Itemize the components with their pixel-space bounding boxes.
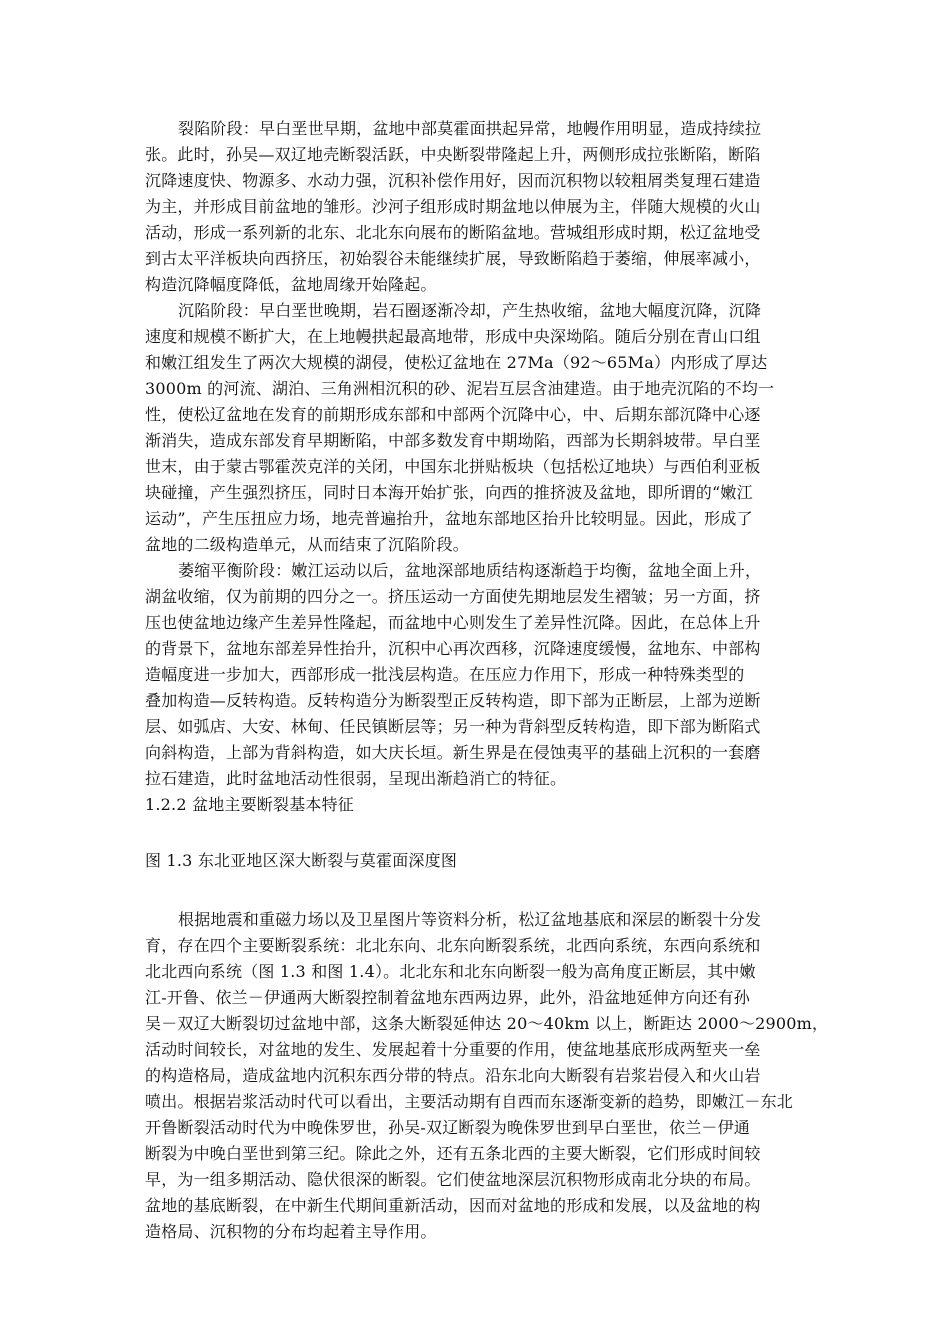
line-text: 的背景下，盆地东部差异性抬升，沉积中心再次西移，沉降速度缓慢，盆地东、中部构 xyxy=(145,639,761,658)
text-line xyxy=(0,985,950,1011)
text-line xyxy=(0,1063,950,1089)
line-text: 喷出。根据岩浆活动时代可以看出，主要活动期有自西而东逐渐变新的趋势，即嫩江－东北 xyxy=(145,1092,794,1111)
line-text: 速度和规模不断扩大，在上地幔拱起最高地带，形成中央深坳陷。随后分别在青山口组 xyxy=(145,327,761,346)
line-text: 江-开鲁、依兰－伊通两大断裂控制着盆地东西两边界，此外，沿盆地延伸方向还有孙 xyxy=(145,988,751,1007)
line-text: 到古太平洋板块向西挤压，初始裂谷未能继续扩展，导致断陷趋于萎缩，伸展率减小， xyxy=(145,249,761,268)
line-text: 吴－双辽大断裂切过盆地中部，这条大断裂延伸达 20～40km 以上，断距达 2000～2900m， xyxy=(145,1014,829,1033)
line-text: 层、如弧店、大安、林甸、任民镇断层等；另一种为背斜型反转构造，即下部为断陷式 xyxy=(145,717,761,736)
text-line xyxy=(0,933,950,959)
text-line xyxy=(0,298,950,324)
text-line xyxy=(0,959,950,985)
line-text: 的构造格局，造成盆地内沉积东西分带的特点。沿东北向大断裂有岩浆岩侵入和火山岩 xyxy=(145,1066,761,1085)
line-text: 湖盆收缩，仅为前期的四分之一。挤压运动一方面使先期地层发生褶皱；另一方面，挤 xyxy=(145,587,761,606)
text-line xyxy=(0,246,950,272)
text-line xyxy=(0,688,950,714)
text-line xyxy=(0,116,950,142)
text-line xyxy=(0,1037,950,1063)
line-text: 开鲁断裂活动时代为中晚侏罗世，孙吴-双辽断裂为晚侏罗世到早白垩世，依兰－伊通 xyxy=(145,1118,751,1137)
text-line xyxy=(0,907,950,933)
line-text: 造格局、沉积物的分布均起着主导作用。 xyxy=(145,1222,437,1241)
line-text: 为主，并形成目前盆地的雏形。沙河子组形成时期盆地以伸展为主，伴随大规模的火山 xyxy=(145,197,761,216)
text-line xyxy=(0,376,950,402)
text-line xyxy=(0,740,950,766)
line-text: 向斜构造，上部为背斜构造，如大庆长垣。新生界是在侵蚀夷平的基础上沉积的一套磨 xyxy=(145,743,761,762)
line-text: 裂陷阶段：早白垩世早期，盆地中部莫霍面拱起异常，地幔作用明显，造成持续拉 xyxy=(178,119,762,138)
text-line xyxy=(0,428,950,454)
line-text: 北北西向系统（图 1.3 和图 1.4）。北北东和北东向断裂一般为高角度正断层，其中嫩 xyxy=(145,962,756,981)
figure-caption xyxy=(0,848,950,874)
line-text: 构造沉降幅度降低，盆地周缘开始隆起。 xyxy=(145,275,437,294)
line-text: 沉降速度快、物源多、水动力强，沉积补偿作用好，因而沉积物以较粗屑类复理石建造 xyxy=(145,171,761,190)
section-heading xyxy=(0,792,950,818)
text-line xyxy=(0,1089,950,1115)
line-text: 断裂为中晚白垩世到第三纪。除此之外，还有五条北西的主要大断裂，它们形成时间较 xyxy=(145,1144,761,1163)
text-line xyxy=(0,1219,950,1245)
text-line xyxy=(0,220,950,246)
line-text: 根据地震和重磁力场以及卫星图片等资料分析，松辽盆地基底和深层的断裂十分发 xyxy=(178,910,762,929)
text-line xyxy=(0,1193,950,1219)
text-line xyxy=(0,1141,950,1167)
line-text: 沉陷阶段：早白垩世晚期，岩石圈逐渐冷却，产生热收缩，盆地大幅度沉降，沉降 xyxy=(178,301,762,320)
line-text: 块碰撞，产生强烈挤压，同时日本海开始扩张，向西的推挤波及盆地，即所谓的“嫩江 xyxy=(145,483,753,502)
text-line xyxy=(0,636,950,662)
text-line xyxy=(0,480,950,506)
text-line xyxy=(0,584,950,610)
line-text: 性，使松辽盆地在发育的前期形成东部和中部两个沉降中心，中、后期东部沉降中心逐 xyxy=(145,405,761,424)
text-line xyxy=(0,194,950,220)
line-text: 盆地的二级构造单元，从而结束了沉陷阶段。 xyxy=(145,535,470,554)
line-text: 渐消失，造成东部发育早期断陷，中部多数发育中期坳陷，西部为长期斜坡带。早白垩 xyxy=(145,431,761,450)
text-line xyxy=(0,350,950,376)
line-text: 和嫩江组发生了两次大规模的湖侵，使松辽盆地在 27Ma（92～65Ma）内形成了厚达 xyxy=(145,353,768,372)
line-text: 造幅度进一步加大，西部形成一批浅层构造。在压应力作用下，形成一种特殊类型的 xyxy=(145,665,745,684)
text-line xyxy=(0,454,950,480)
line-text: 张。此时，孙吴—双辽地壳断裂活跃，中央断裂带隆起上升，两侧形成拉张断陷，断陷 xyxy=(145,145,761,164)
text-line xyxy=(0,610,950,636)
heading-text: 1.2.2 盆地主要断裂基本特征 xyxy=(145,795,354,814)
line-text: 叠加构造—反转构造。反转构造分为断裂型正反转构造，即下部为正断层，上部为逆断 xyxy=(145,691,761,710)
text-line xyxy=(0,766,950,792)
text-line xyxy=(0,272,950,298)
line-text: 萎缩平衡阶段：嫩江运动以后，盆地深部地质结构逐渐趋于均衡，盆地全面上升， xyxy=(178,561,762,580)
line-text: 活动，形成一系列新的北东、北北东向展布的断陷盆地。营城组形成时期，松辽盆地受 xyxy=(145,223,761,242)
text-line xyxy=(0,532,950,558)
line-text: 拉石建造，此时盆地活动性很弱，呈现出渐趋消亡的特征。 xyxy=(145,769,567,788)
text-line xyxy=(0,402,950,428)
text-line xyxy=(0,142,950,168)
text-line xyxy=(0,558,950,584)
text-line xyxy=(0,168,950,194)
text-line xyxy=(0,1011,950,1037)
caption-text: 图 1.3 东北亚地区深大断裂与莫霍面深度图 xyxy=(145,851,458,870)
text-line xyxy=(0,506,950,532)
line-text: 世末，由于蒙古鄂霍茨克洋的关闭，中国东北拼贴板块（包括松辽地块）与西伯利亚板 xyxy=(145,457,761,476)
line-text: 运动”，产生压扭应力场，地壳普遍抬升，盆地东部地区抬升比较明显。因此，形成了 xyxy=(145,509,753,528)
line-text: 3000m 的河流、湖泊、三角洲相沉积的砂、泥岩互层含油建造。由于地壳沉陷的不均一 xyxy=(145,379,775,398)
text-line xyxy=(0,324,950,350)
text-line xyxy=(0,1167,950,1193)
line-text: 早，为一组多期活动、隐伏很深的断裂。它们使盆地深层沉积物形成南北分块的布局。 xyxy=(145,1170,761,1189)
line-text: 盆地的基底断裂，在中新生代期间重新活动，因而对盆地的形成和发展，以及盆地的构 xyxy=(145,1196,761,1215)
line-text: 压也使盆地边缘产生差异性隆起，而盆地中心则发生了差异性沉降。因此，在总体上升 xyxy=(145,613,761,632)
text-line xyxy=(0,662,950,688)
line-text: 活动时间较长，对盆地的发生、发展起着十分重要的作用，使盆地基底形成两堑夹一垒 xyxy=(145,1040,761,1059)
text-line xyxy=(0,1115,950,1141)
line-text: 育，存在四个主要断裂系统：北北东向、北东向断裂系统，北西向系统，东西向系统和 xyxy=(145,936,761,955)
text-line xyxy=(0,714,950,740)
